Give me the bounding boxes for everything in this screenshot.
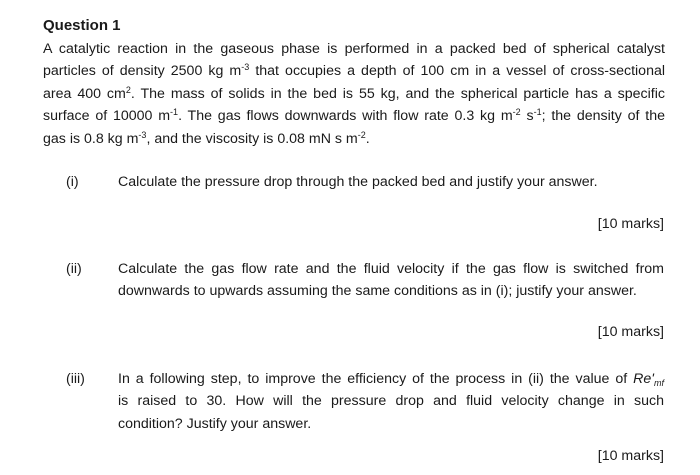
reynolds-symbol: Re' <box>633 371 654 387</box>
part-iii-prefix: In a following step, to improve the efficiency of the process in (ii) the value of <box>118 371 634 387</box>
intro-text: surface of 10000 m <box>43 108 171 125</box>
part-iii-label: (iii) <box>66 371 85 387</box>
part-iii-line-2: is raised to 30. How will the pressure drop and fluid velocity change in such <box>118 393 664 410</box>
intro-text: particles of density 2500 kg m <box>43 63 242 80</box>
intro-text: A catalytic reaction in the gaseous phase is performed in a packed bed of spherical catalyst <box>43 41 665 57</box>
intro-text: . The mass of solids in the bed is 55 kg, and the spherical particle has a specific <box>130 85 665 102</box>
intro-line-5 <box>43 128 665 150</box>
intro-text: , and the viscosity is 0.08 mN s m <box>146 130 358 147</box>
intro-text: s <box>520 108 534 125</box>
part-iii-marks: [10 marks] <box>597 448 664 464</box>
part-ii-line-1: Calculate the gas flow rate and the fluid velocity if the gas flow is switched from <box>118 261 664 277</box>
part-iii-text <box>118 368 664 435</box>
part-ii-label: (ii) <box>66 261 82 277</box>
unit-exponent: -1 <box>170 107 179 118</box>
intro-text: ; the density of the <box>541 108 665 125</box>
unit-exponent: -3 <box>138 129 147 140</box>
intro-line-1 <box>43 38 665 60</box>
intro-line-4 <box>43 105 665 127</box>
reynolds-subscript: mf <box>654 378 664 388</box>
part-i-label: (i) <box>66 174 79 190</box>
part-iii-line-1 <box>118 368 664 390</box>
unit-exponent: -2 <box>512 107 521 118</box>
part-ii-marks: [10 marks] <box>597 324 664 340</box>
intro-text: . The gas flows downwards with flow rate 0.3 kg m <box>178 108 513 125</box>
question-intro <box>43 38 665 150</box>
question-heading: Question 1 <box>43 17 121 34</box>
unit-exponent: -2 <box>357 129 366 140</box>
part-i-text <box>118 171 664 193</box>
intro-text: . <box>365 130 370 147</box>
part-i-line-1: Calculate the pressure drop through the packed bed and justify your answer. <box>118 174 598 190</box>
part-iii-line-3: condition? Justify your answer. <box>118 415 312 432</box>
intro-line-2 <box>43 60 665 82</box>
unit-exponent: -3 <box>241 62 250 73</box>
part-ii-line-2: downwards to upwards assuming the same conditions as in (i); justify your answer. <box>118 283 637 300</box>
intro-line-3 <box>43 83 665 105</box>
part-ii-text <box>118 258 664 303</box>
unit-exponent: -1 <box>533 107 542 118</box>
part-i-marks: [10 marks] <box>597 216 664 232</box>
unit-exponent: 2 <box>125 84 131 95</box>
intro-text: gas is 0.8 kg m <box>43 130 139 147</box>
intro-text: that occupies a depth of 100 cm in a vessel of cross-sectional <box>249 63 666 80</box>
intro-text: area 400 cm <box>43 85 126 102</box>
